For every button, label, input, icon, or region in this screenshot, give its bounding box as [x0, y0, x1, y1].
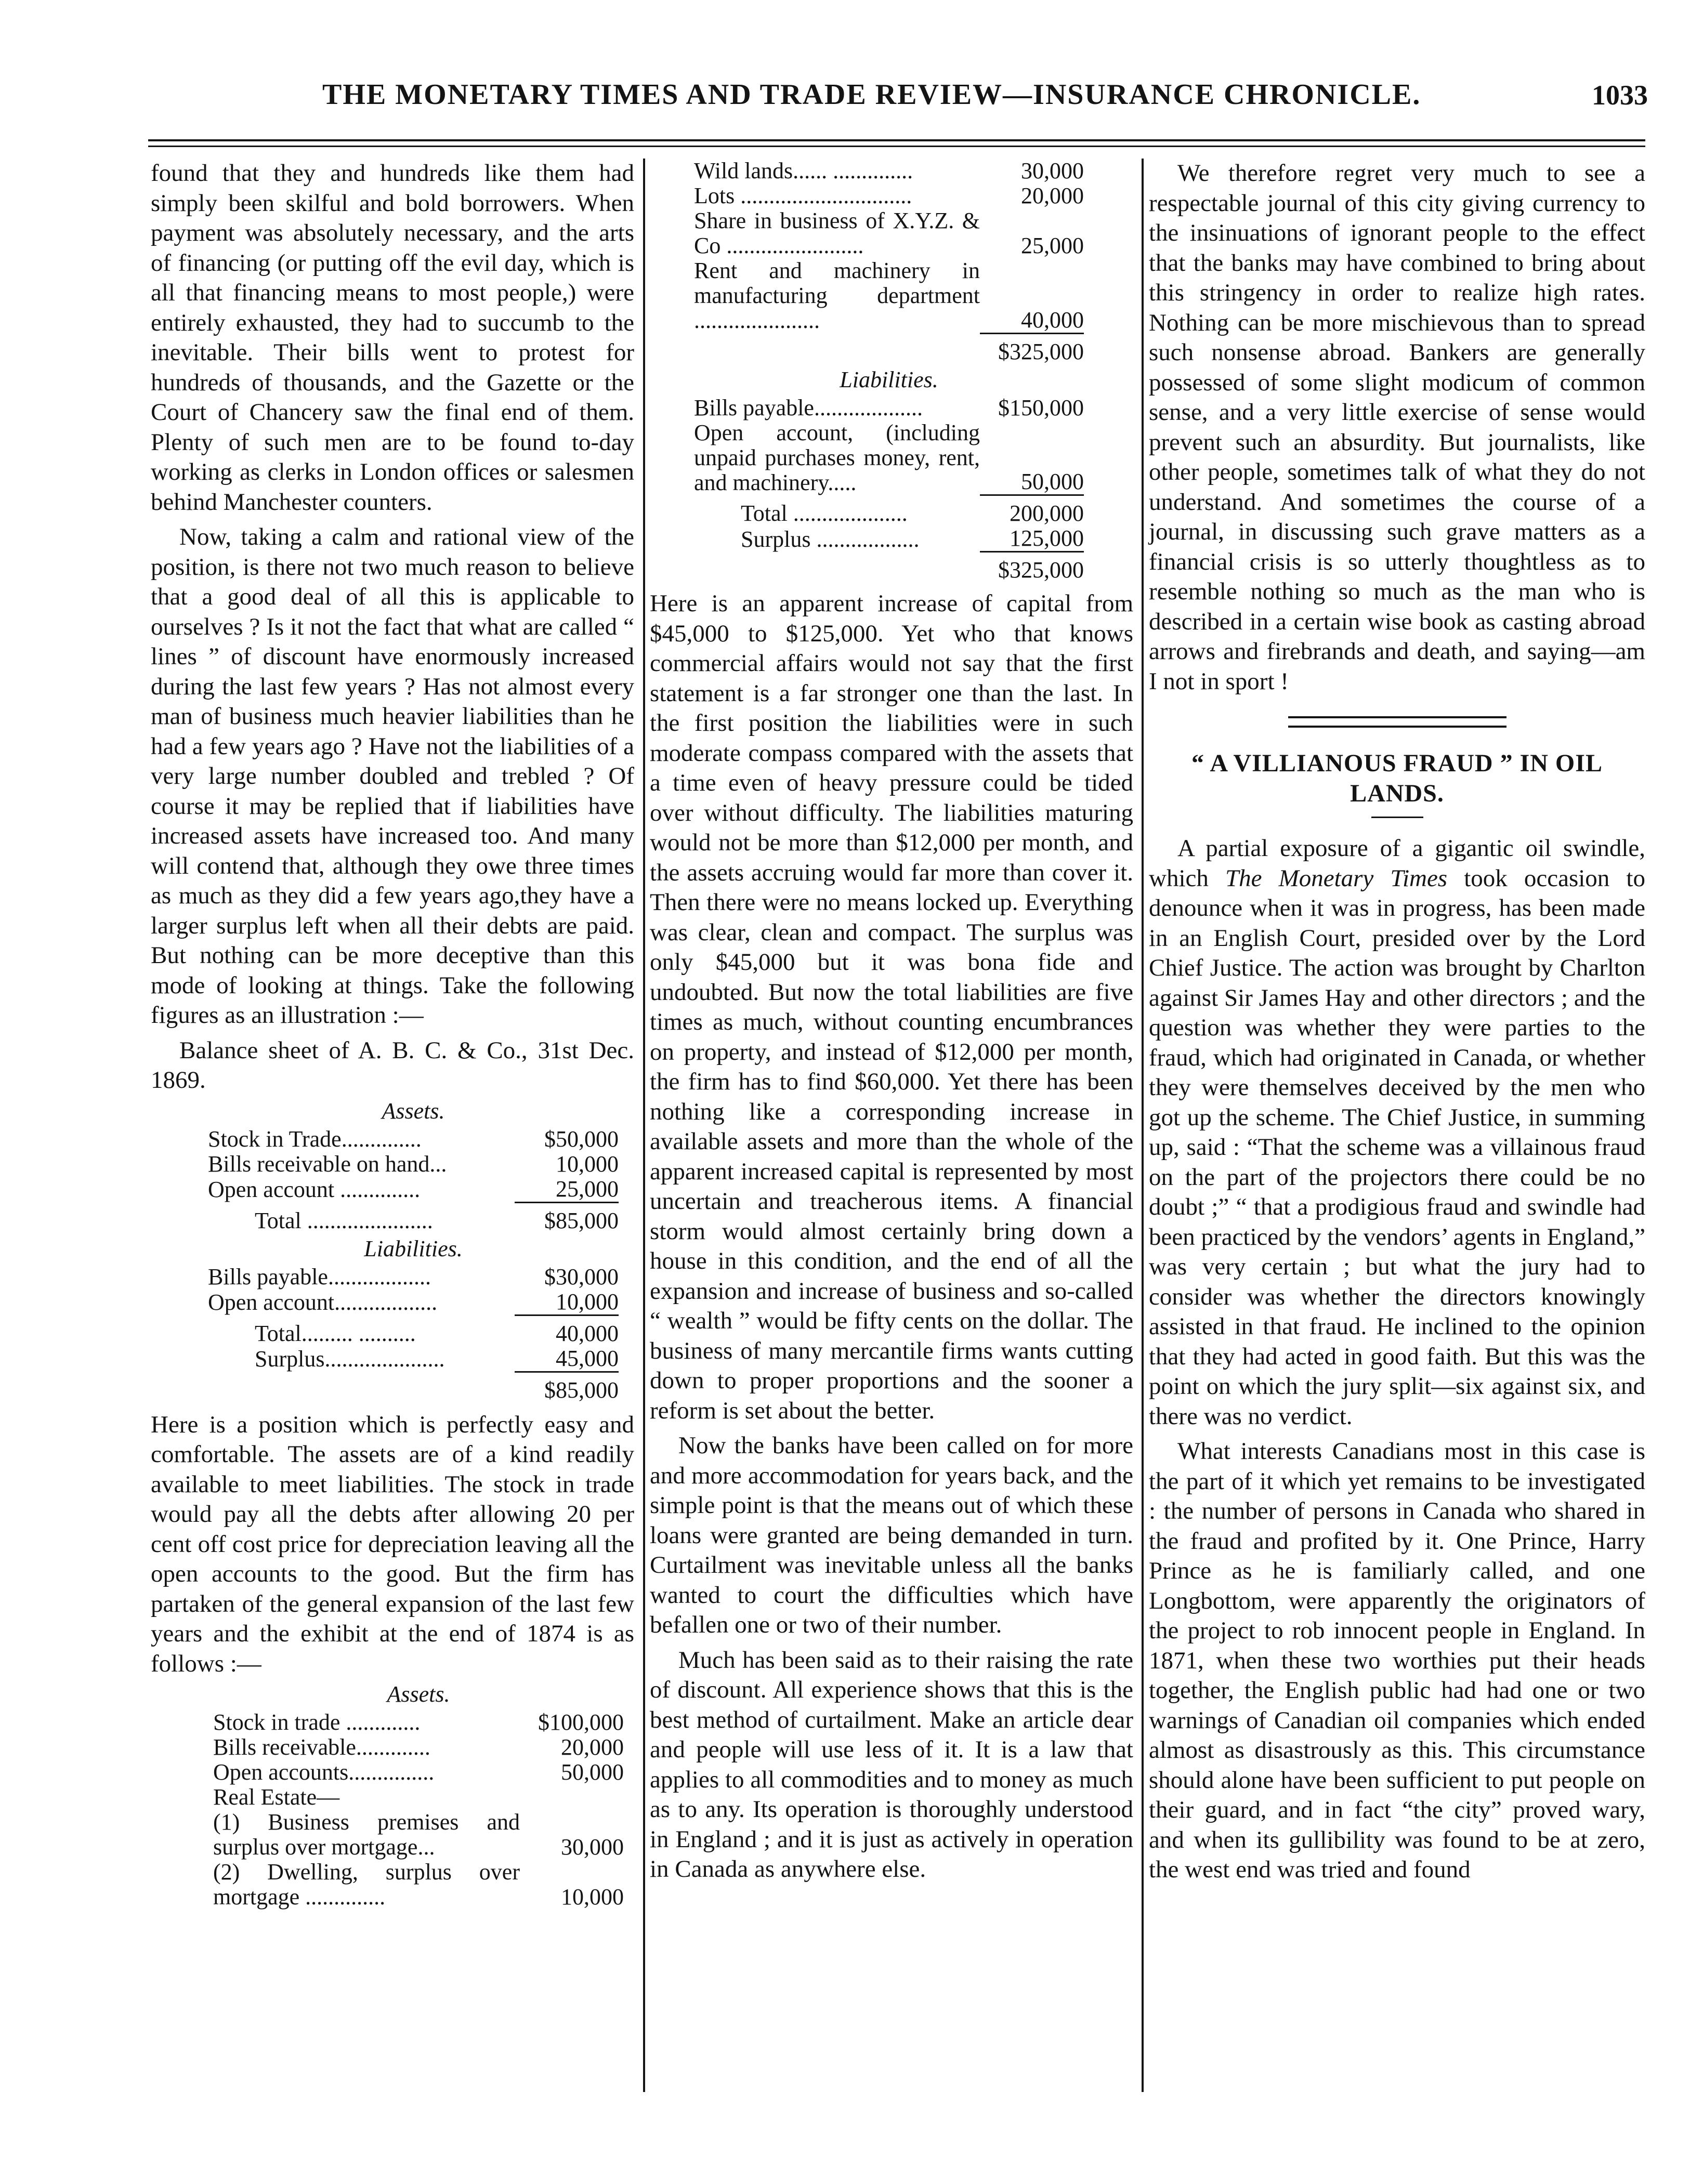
ledger-amount: 10,000 — [556, 1151, 619, 1177]
assets-table-1874 — [213, 1710, 624, 1910]
ledger-amount: 40,000 — [515, 1315, 619, 1346]
page-header — [140, 78, 1648, 125]
ledger-row — [694, 208, 1084, 258]
ledger-total-row — [694, 495, 1084, 527]
ledger-grand-total-row — [694, 552, 1084, 583]
ledger-row — [208, 1152, 619, 1177]
assets-heading: Assets. — [382, 1098, 445, 1124]
ledger-label: Bills receivable on hand... — [208, 1151, 447, 1177]
ledger-amount: 45,000 — [556, 1345, 619, 1371]
ledger-amount: $50,000 — [544, 1126, 619, 1152]
article-heading: “ A VILLIANOUS FRAUD ” IN OIL LANDS. — [1191, 749, 1603, 807]
ledger-grand-total: $325,000 — [980, 552, 1084, 583]
ledger-row — [694, 159, 1084, 183]
ledger-amount: $85,000 — [515, 1202, 619, 1233]
ledger-label: Stock in trade ............. — [213, 1710, 421, 1735]
ledger-row — [213, 1710, 624, 1735]
ledger-amount: 50,000 — [1021, 469, 1084, 494]
ledger-label: Total......... .......... — [255, 1320, 416, 1346]
col2-paragraph-1: Here is an apparent increase of capital from $45,000 to $125,000. Yet who that knows commercial affairs would not say that the first statement is a far stronger one than the last. In the first position the liabilities were in such moderate compass compared with the assets that a time even of heavy pressure could be tided over without difficulty. The liabilities maturing would not be more than $12,000 per month, and the assets accruing would far more than cover it. Then there were no means locked up. Everything was clear, clean and compact. The surplus was only $45,000 but it was bona fide and undoubted. But now the total liabilities are five times as much, without counting encumbrances on property, and instead of $12,000 per month, the firm has to find $60,000. Yet there has been nothing like a corresponding increase in available assets and more than the whole of the apparent increased capital is represented by most uncertain and treacherous items. A financial storm would almost certainly bring down a house in this condition, and the end of all the expansion and increase of business and so-called “ wealth ” would be fifty cents on the dollar. The business of many mercantile firms wants cutting down to proper proportions and the sooner a reform is set about the better. — [650, 590, 1133, 1424]
ledger-amount: 25,000 — [556, 1176, 619, 1202]
ledger-row — [213, 1810, 624, 1860]
ledger-amount: 125,000 — [1010, 525, 1084, 551]
ledger-amount — [520, 1785, 624, 1810]
ledger-label: Share in business of X.Y.Z. & Co ........................ — [694, 208, 980, 258]
ledger-amount: $30,000 — [544, 1264, 619, 1290]
header-rule-bottom — [148, 146, 1645, 147]
ledger-label: Open accounts............... — [213, 1760, 435, 1785]
col3-paragraph-2: A partial exposure of a gigantic oil swindle, which The Monetary Times took occasion to denounce when it was in progress, has been made in an English Court, presided over by the Lord Chief Justice. The action was brought by Charlton against Sir James Hay and other directors ; and the question was whether they were parties to the fraud, which had originated in Canada, or whether they were themselves deceived by the men who got up the scheme. The Chief Justice, in summing up, said : “That the scheme was a villainous fraud on the part of the projectors there could be no doubt ;” “ that a prodigious fraud and swindle had been practiced by the vendors’ agents in England,” was very certain ; but what the jury had to consider was whether the directors knowingly assisted in that fraud. He inclined to the opinion that they had acted in good faith. But this was the point on which the jury split—six against six, and there was no verdict. — [1149, 835, 1645, 1430]
ledger-row — [694, 258, 1084, 333]
ledger-amount: $100,000 — [538, 1709, 624, 1735]
ledger-amount: 50,000 — [561, 1759, 624, 1785]
ledger-amount: 10,000 — [561, 1884, 624, 1910]
col2-paragraph-3: Much has been said as to their raising the rate of discount. All experience shows that this is the best method of curtailment. Make an article dear and people will use less of it. It is a law that applies to all commodities and to money as much as to any. Its operation is thoroughly understood in England ; and it is just as actively in operation in Canada as anywhere else. — [650, 1646, 1133, 1883]
header-rule-top — [148, 139, 1645, 141]
ledger-total-row — [208, 1315, 619, 1346]
ledger-grand-total: $85,000 — [515, 1372, 619, 1403]
column-rule-left — [643, 159, 645, 2092]
balance-sheet-1869 — [151, 1096, 634, 1403]
ledger-row — [694, 183, 1084, 208]
col1-paragraph-1: found that they and hundreds like them had simply been skilful and bold borrowers. When payment was absolutely necessary, and the arts of financing (or putting off the evil day, which is all that financing means to most people,) were entirely exhausted, they had to succumb to the inevitable. Their bills went to protest for hundreds of thousands, and the Gazette or the Court of Chancery saw the final end of them. Plenty of such men are to be found to-day working as clerks in London offices or salesmen behind Manchester counters. — [151, 160, 634, 516]
column-rule-right — [1142, 159, 1144, 2092]
column-3 — [1149, 159, 1645, 1885]
col3-paragraph-3: What interests Canadians most in this case is the part of it which yet remains to be investigated : the number of persons in Canada who shared in the fraud and profited by it. One Prince, Harry Prince as he is familiarly called, and one Longbottom, were apparently the originators of the project to rob innocent people in England. In 1871, when these two worthies put their heads together, the English public had had one or two warnings of Canadian oil companies which ended almost as disastrously as this. This circumstance should alone have been sufficient to put people on their guard, and in fact “the city” proved wary, and when its gullibility was found to be at zero, the west end was tried and found — [1149, 1438, 1645, 1883]
ledger-amount: 25,000 — [1021, 233, 1084, 258]
ledger-total-row — [694, 333, 1084, 364]
ledger-amount: 200,000 — [980, 495, 1084, 527]
ledger-row — [213, 1735, 624, 1760]
assets-table-1874-continued — [694, 159, 1084, 364]
ledger-total-row — [208, 1202, 619, 1233]
col1-paragraph-3: Balance sheet of A. B. C. & Co., 31st Dec. 1869. — [151, 1036, 634, 1094]
page-title: THE MONETARY TIMES AND TRADE REVIEW—INSURANCE CHRONICLE. — [322, 78, 1421, 111]
liabilities-heading: Liabilities. — [364, 1235, 463, 1261]
ledger-row — [208, 1346, 619, 1372]
ledger-label: Open account.................. — [208, 1290, 438, 1315]
ledger-label: (1) Business premises and surplus over mortgage... — [213, 1810, 520, 1860]
ledger-label: (2) Dwelling, surplus over mortgage .............. — [213, 1860, 520, 1910]
col2-paragraph-2: Now the banks have been called on for more and more accommodation for years back, and the simple point is that the means out of which these loans were granted are being demanded in turn. Curtailment was inevitable unless all the banks wanted to court the difficulties which have befallen one or two of their number. — [650, 1432, 1133, 1638]
ledger-row — [213, 1785, 624, 1810]
col1-paragraph-4: Here is a position which is perfectly easy and comfortable. The assets are of a kind readily available to meet liabilities. The stock in trade would pay all the debts after allowing 20 per cent off cost price for depreciation leaving all the open accounts to the good. But the firm has partaken of the general expansion of the last few years and the exhibit at the end of 1874 is as follows :— — [151, 1411, 634, 1677]
ledger-label: Wild lands...... .............. — [694, 159, 913, 183]
ledger-amount: 40,000 — [1021, 307, 1084, 333]
ledger-amount: 30,000 — [561, 1834, 624, 1860]
balance-sheet-1874-continued — [650, 159, 1133, 583]
page-number: 1033 — [1592, 80, 1648, 111]
ledger-row — [694, 396, 1084, 420]
ledger-row — [213, 1760, 624, 1785]
ledger-grand-total-row — [208, 1372, 619, 1403]
ledger-label: Open account, (including unpaid purchases money, rent, and machinery..... — [694, 420, 980, 495]
ledger-amount: 30,000 — [1021, 158, 1084, 183]
ledger-row — [694, 526, 1084, 552]
column-1 — [151, 159, 634, 1910]
ledger-label: Total .................... — [741, 501, 908, 526]
ledger-amount: 20,000 — [1021, 183, 1084, 208]
ledger-label: Bills payable................... — [694, 395, 923, 420]
ledger-row — [208, 1177, 619, 1203]
liabilities-table-1874 — [694, 396, 1084, 583]
ledger-label: Total ...................... — [255, 1207, 433, 1233]
publication-name: The Monetary Times — [1225, 864, 1448, 892]
ledger-label: Bills payable.................. — [208, 1264, 431, 1290]
ledger-label: Surplus..................... — [255, 1346, 445, 1372]
ledger-label: Stock in Trade.............. — [208, 1126, 422, 1152]
ledger-label: Open account .............. — [208, 1177, 421, 1202]
ledger-row — [213, 1860, 624, 1910]
liabilities-heading: Liabilities. — [840, 366, 938, 392]
ledger-amount: $150,000 — [998, 394, 1084, 420]
ledger-label: Real Estate— — [213, 1785, 340, 1810]
ledger-label: Bills receivable............. — [213, 1735, 430, 1760]
ledger-label: Lots .............................. — [694, 183, 912, 208]
section-divider — [1288, 716, 1506, 728]
ledger-label: Surplus .................. — [741, 526, 920, 552]
ledger-label: Rent and machinery in manufacturing department ...................... — [694, 258, 980, 333]
col1-paragraph-2: Now, taking a calm and rational view of the position, is there not two much reason to believe that a good deal of all this is applicable to ourselves ? Is it not the fact that what are called “ lines ” of discount have enormously increased during the last few years ? Has not almost every man of business much heavier liabilities than he had a few years ago ? Have not the liabilities of a very large number doubled and trebled ? Of course it may be replied that if liabilities have increased assets have increased too. And many will contend that, although they owe three times as much as they did a few years ago,they have a larger surplus left when all their debts are paid. But nothing can be more deceptive than this mode of looking at things. Take the following figures as an illustration :— — [151, 523, 634, 1029]
ledger-row — [208, 1127, 619, 1152]
balance-sheet-1874 — [151, 1679, 634, 1910]
heading-underline — [1371, 817, 1423, 818]
ledger-row — [694, 420, 1084, 495]
assets-table-1869 — [208, 1127, 619, 1233]
assets-heading: Assets. — [387, 1681, 450, 1707]
ledger-amount: 10,000 — [556, 1288, 619, 1314]
liabilities-table-1869 — [208, 1265, 619, 1403]
ledger-amount: 20,000 — [561, 1734, 624, 1760]
column-2 — [650, 159, 1133, 1885]
ledger-row — [208, 1290, 619, 1315]
ledger-assets-total: $325,000 — [980, 333, 1084, 364]
col3-paragraph-1: We therefore regret very much to see a respectable journal of this city giving currency to the insinuations of ignorant people to the effect that the banks may have combined to bring about this stringency in order to realize high rates. Nothing can be more mischievous than to spread such nonsense abroad. Bankers are generally possessed of some slight modicum of common sense, and a very little exercise of sense would prevent such an absurdity. But journalists, like other people, sometimes talk of what they do not understand. And sometimes the course of a journal, in discussing such grave matters as a financial crisis is so utterly thoughtless as to resemble nothing so much as the man who is described in a certain wise book as casting abroad arrows and firebrands and death, and saying—am I not in sport ! — [1149, 160, 1645, 695]
ledger-row — [208, 1265, 619, 1290]
